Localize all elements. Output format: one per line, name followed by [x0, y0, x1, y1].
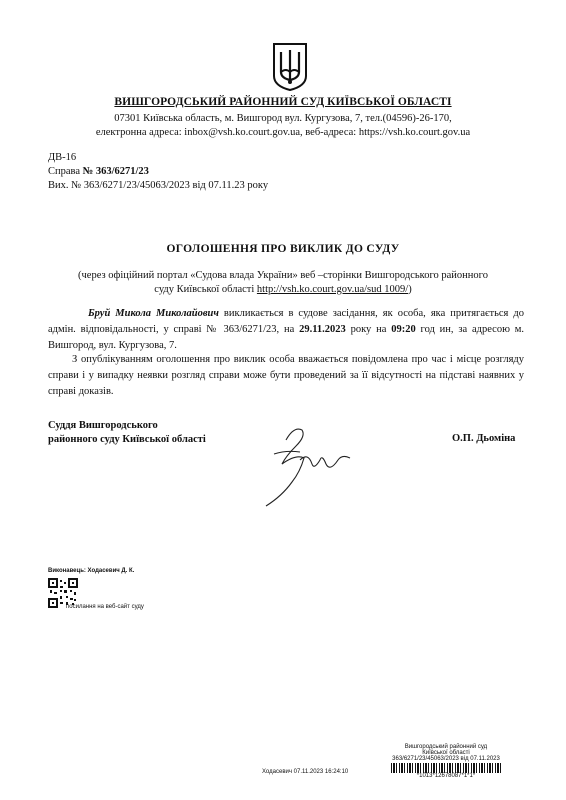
handwritten-signature: [256, 420, 356, 510]
case-prefix: Справа: [48, 166, 83, 177]
summons-paragraph: [48, 306, 524, 354]
person-name: Бруй Микола Миколайович: [88, 308, 219, 319]
registration-stamp: [356, 744, 536, 779]
outgoing-number: Вих. № 363/6271/23/45063/2023 від 07.11.23 року: [48, 180, 269, 191]
form-code: ДВ-16: [48, 152, 77, 163]
case-number: [48, 166, 149, 177]
executor-name: Виконавець: Ходасевич Д. К.: [48, 568, 135, 574]
stamp-reference: 363/6271/23/45063/2023 від 07.11.2023: [392, 756, 500, 762]
summons-text-3: год ин, за адресою м. Вишгород, вул. Кургузова, 7.: [48, 324, 525, 351]
notice-subtitle-line1: (через офіційний портал «Судова влада України» веб –сторінки Вишгородського районного: [78, 270, 488, 281]
summons-text-2: року на: [345, 324, 392, 335]
notice-paragraph: З опублікуванням оголошення про виклик особа вважається повідомлена про час і місце розгляду справи і у випадку неявки розгляд справи може бути проведений за її відсутності на підставі наявних у справі доказів.: [48, 354, 524, 397]
stamp-court: Вишгородський районний суд: [404, 744, 488, 750]
notice-subtitle-line2: [0, 284, 566, 295]
court-address: 07301 Київська область, м. Вишгород вул. Кургузова, 7, тел.(04596)-26-170,: [114, 113, 452, 124]
judge-title-line1: Суддя Вишгородського: [48, 420, 158, 431]
case-number-value: № 363/6271/23: [82, 166, 149, 177]
coat-of-arms-icon: [272, 42, 308, 92]
qr-caption: посилання на веб-сайт суду: [66, 604, 144, 610]
stamp-region: Київської області: [422, 750, 470, 756]
judge-title-line2: районного суду Київської області: [48, 434, 206, 445]
summons-text-1: викликається в судове засідання, як особа, яка притягається до адмін. відповідальності, у справі № 363/6271/23, на: [48, 308, 524, 335]
court-portal-link[interactable]: http://vsh.ko.court.gov.ua/sud 1009/: [256, 284, 409, 295]
court-name: ВИШГОРОДСЬКИЙ РАЙОННИЙ СУД КИЇВСЬКОЇ ОБЛАСТІ: [114, 96, 452, 108]
court-contacts: електронна адреса: inbox@vsh.ko.court.gov.ua, веб-адреса: https://vsh.ko.court.gov.ua: [95, 127, 471, 138]
hearing-date: 29.11.2023: [299, 324, 346, 335]
hearing-time: 09:20: [391, 324, 416, 335]
stamp-barcode-icon: [391, 763, 501, 773]
subtitle-prefix: суду Київської області: [154, 284, 257, 295]
subtitle-suffix: ): [408, 284, 412, 295]
judge-name: О.П. Дьоміна: [452, 433, 516, 444]
stamp-user: Ходасевич 07.11.2023 16:24:10: [262, 769, 349, 775]
stamp-code: *1013*12678087*1*1*: [416, 773, 476, 779]
notice-title: ОГОЛОШЕННЯ ПРО ВИКЛИК ДО СУДУ: [166, 243, 400, 255]
